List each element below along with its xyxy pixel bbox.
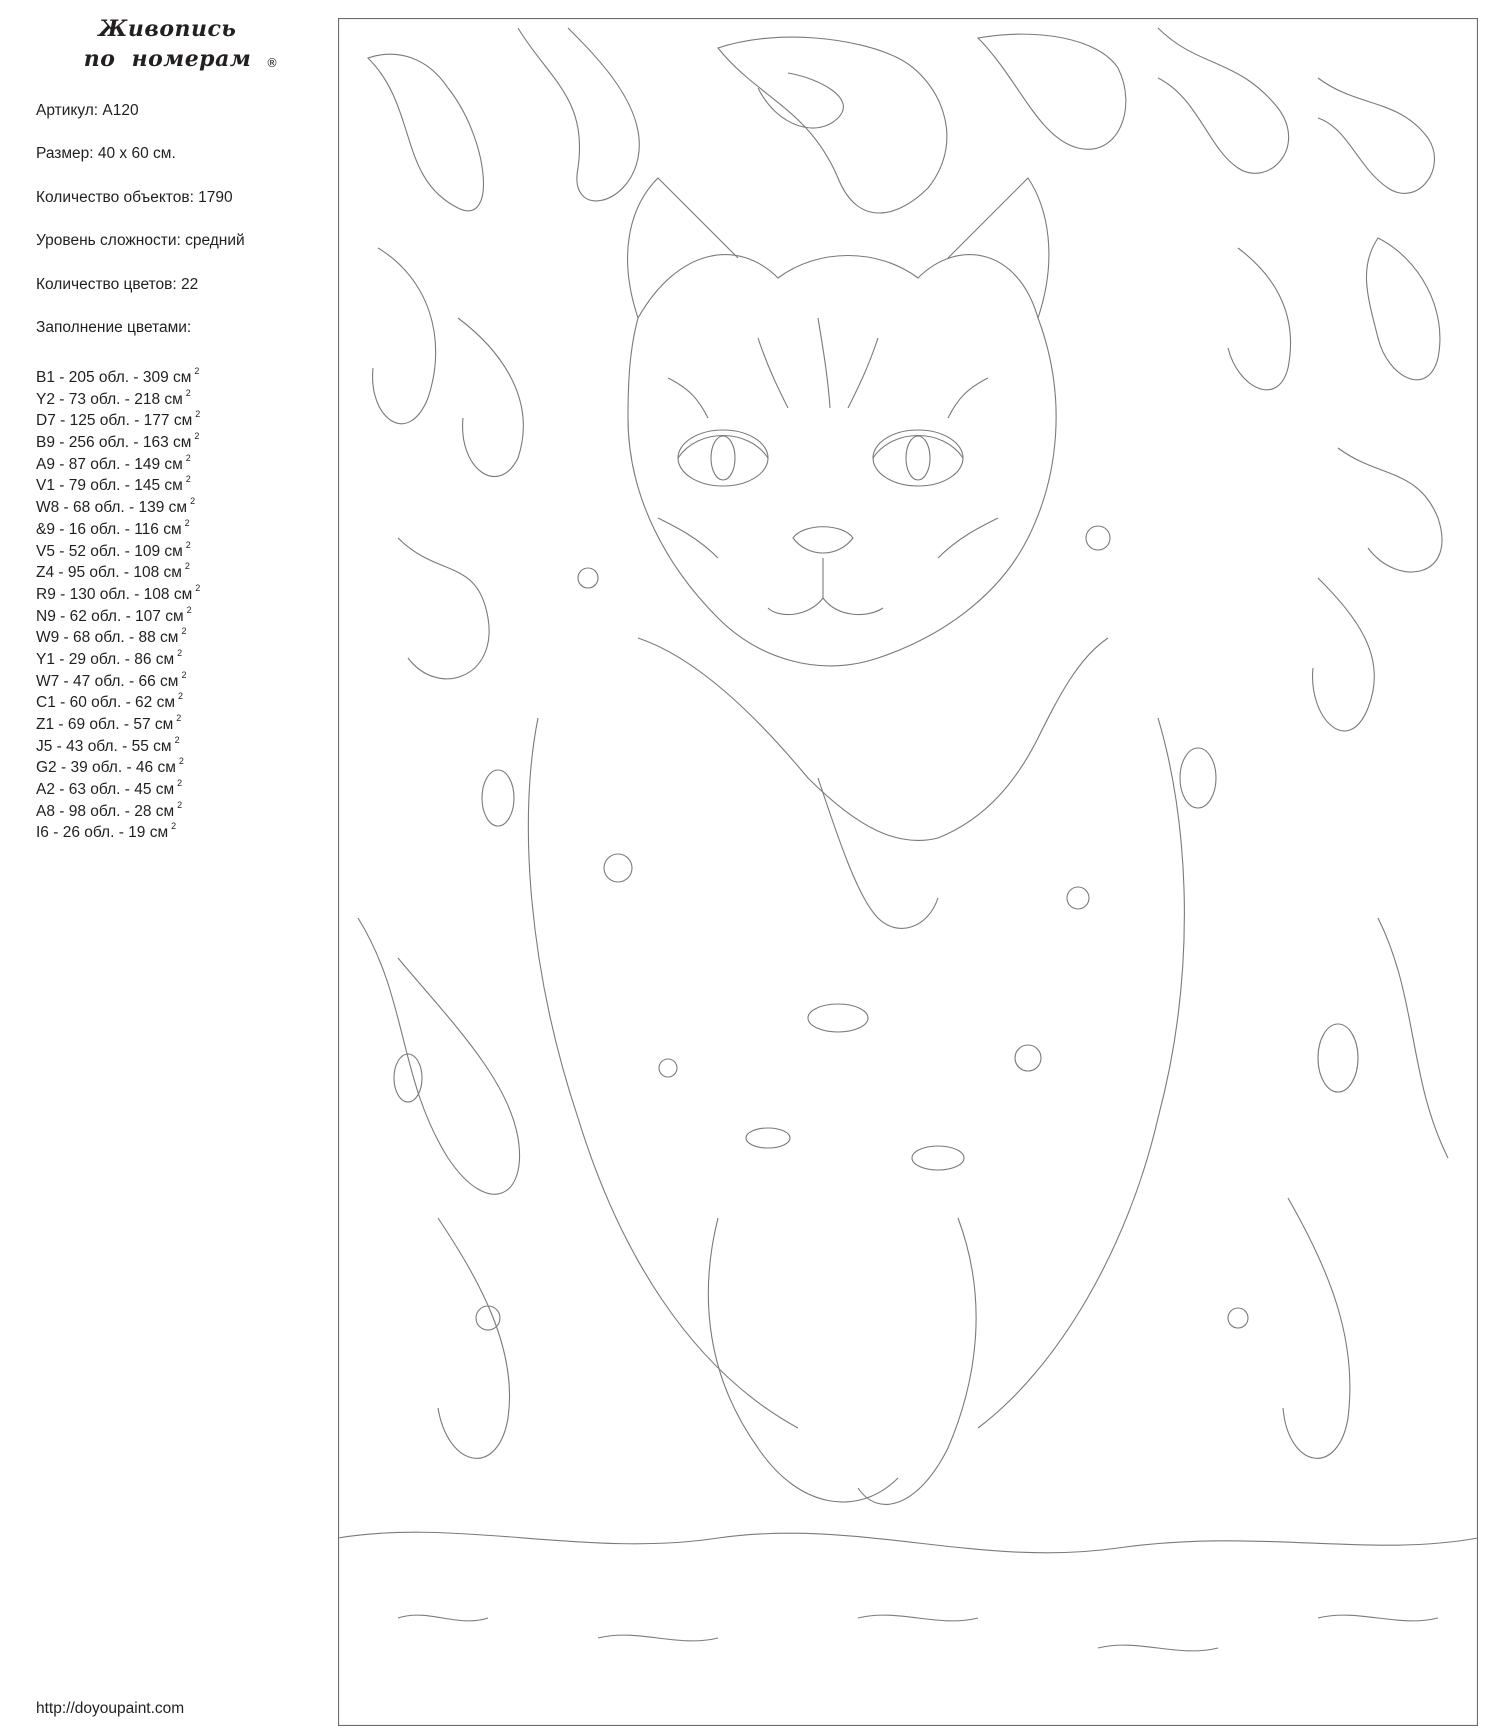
canvas-size: Размер: 40 x 60 см. <box>36 145 176 162</box>
brand-title-line2: по номерам <box>83 46 252 72</box>
color-count: Количество цветов: 22 <box>36 276 199 293</box>
brand-title-line1: Живопись <box>98 16 237 42</box>
color-fill-item: &9 - 16 обл. - 116 см $^2$ <box>36 517 190 538</box>
color-fill-item: Y1 - 29 обл. - 86 см $^2$ <box>36 647 183 669</box>
color-fill-item: Z4 - 95 обл. - 108 см $^2$ <box>36 561 190 582</box>
color-fill-item: G2 - 39 обл. - 46 см $^2$ <box>36 756 184 777</box>
color-fill-item: A8 - 98 обл. - 28 см $^2$ <box>36 799 183 820</box>
color-fill-item: J5 - 43 обл. - 55 см $^2$ <box>36 734 180 755</box>
color-fill-list <box>36 363 200 840</box>
object-count: Количество объектов: 1790 <box>36 189 233 206</box>
color-fill-item: W8 - 68 обл. - 139 см $^2$ <box>36 496 196 517</box>
color-fill-item: B9 - 256 обл. - 163 см $^2$ <box>36 431 200 452</box>
color-fill-item: Z1 - 69 обл. - 57 см $^2$ <box>36 713 182 734</box>
color-fill-item: V1 - 79 обл. - 145 см $^2$ <box>36 474 191 495</box>
color-fill-item: R9 - 130 обл. - 108 см $^2$ <box>36 582 201 604</box>
paint-by-number-canvas <box>338 18 1478 1726</box>
color-fill-item: N9 - 62 обл. - 107 см $^2$ <box>36 604 192 625</box>
difficulty-level: Уровень сложности: средний <box>36 232 245 249</box>
legend-sidebar <box>0 0 335 1736</box>
article-number: Артикул: A120 <box>36 102 139 119</box>
color-fill-heading: Заполнение цветами: <box>36 319 192 336</box>
color-fill-item: B1 - 205 обл. - 309 см $^2$ <box>36 366 200 387</box>
outline-drawing <box>338 18 1478 1726</box>
color-fill-item: A2 - 63 обл. - 45 см $^2$ <box>36 778 183 799</box>
color-fill-item: A9 - 87 обл. - 149 см $^2$ <box>36 452 191 473</box>
brand-logo <box>0 14 335 74</box>
color-fill-item: C1 - 60 обл. - 62 см $^2$ <box>36 691 184 712</box>
registered-mark: ® <box>266 56 279 70</box>
website-url: http://doyoupaint.com <box>36 1700 185 1717</box>
color-fill-item: D7 - 125 обл. - 177 см $^2$ <box>36 409 201 430</box>
color-fill-item: W7 - 47 обл. - 66 см $^2$ <box>36 669 187 690</box>
color-fill-item: W9 - 68 обл. - 88 см $^2$ <box>36 626 187 647</box>
color-fill-item: I6 - 26 обл. - 19 см $^2$ <box>36 821 177 842</box>
color-fill-item: Y2 - 73 обл. - 218 см $^2$ <box>36 387 191 408</box>
color-fill-item: V5 - 52 обл. - 109 см $^2$ <box>36 539 191 560</box>
